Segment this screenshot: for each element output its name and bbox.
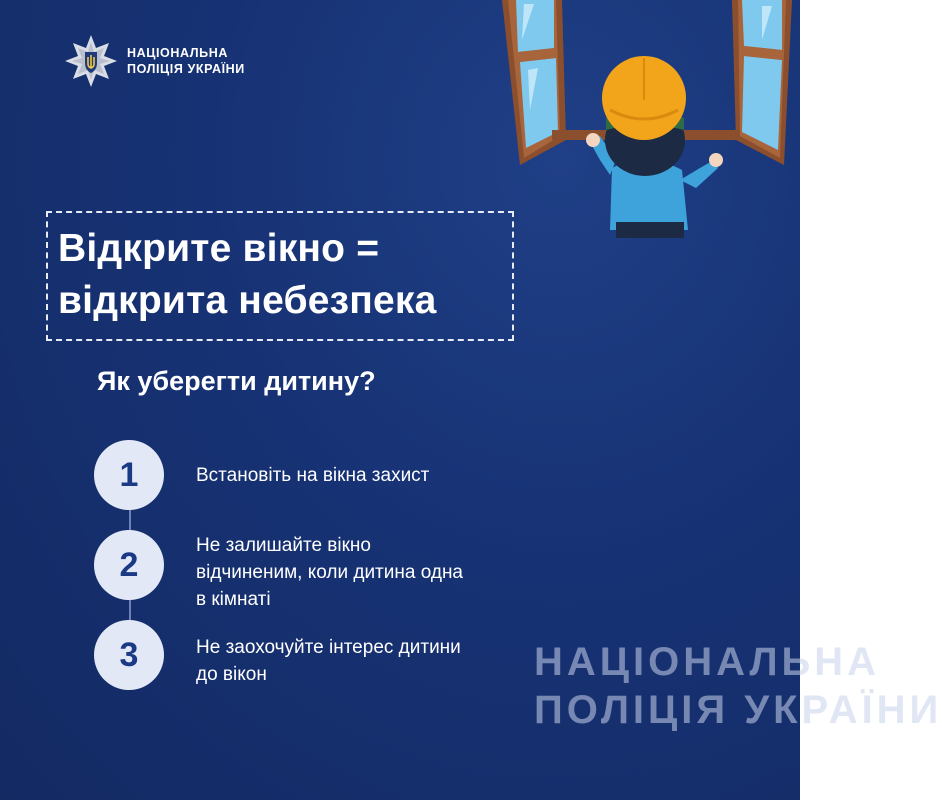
logo xyxy=(63,33,245,89)
step-2-circle xyxy=(94,530,164,600)
step-2-line-2: відчиненим, коли дитина одна xyxy=(196,562,464,583)
watermark-line-2: ПОЛІЦІЯ УКРАЇНИ xyxy=(534,688,942,732)
step-1-text xyxy=(196,462,429,489)
step-2-text xyxy=(196,532,463,613)
step-2-line-3: в кімнаті xyxy=(196,589,271,610)
logo-text xyxy=(127,45,245,77)
title-line-2: відкрита небезпека xyxy=(58,279,437,322)
step-1-line-1: Встановіть на вікна захист xyxy=(196,465,430,486)
watermark xyxy=(534,638,942,734)
step-3-circle xyxy=(94,620,164,690)
right-window-sash xyxy=(732,0,792,165)
title-box xyxy=(46,211,514,341)
left-window-sash xyxy=(502,0,566,165)
step-3-line-1: Не заохочуйте інтерес дитини xyxy=(196,637,461,658)
step-1-circle xyxy=(94,440,164,510)
subtitle: Як уберегти дитину? xyxy=(97,366,376,396)
title-line-1: Відкрите вікно = xyxy=(58,227,380,270)
watermark-line-1: НАЦІОНАЛЬНА xyxy=(534,640,881,684)
step-3-text xyxy=(196,634,461,688)
step-2-number: 2 xyxy=(119,545,139,584)
child-at-window-illustration xyxy=(500,0,800,245)
police-star-emblem-icon xyxy=(63,33,119,89)
step-1-number: 1 xyxy=(119,455,139,494)
logo-line-2: ПОЛІЦІЯ УКРАЇНИ xyxy=(127,62,245,76)
logo-line-1: НАЦІОНАЛЬНА xyxy=(127,46,228,60)
step-2-line-1: Не залишайте вікно xyxy=(196,535,371,556)
step-3-line-2: до вікон xyxy=(196,664,267,685)
child-figure xyxy=(586,56,723,238)
step-3-number: 3 xyxy=(119,635,139,674)
